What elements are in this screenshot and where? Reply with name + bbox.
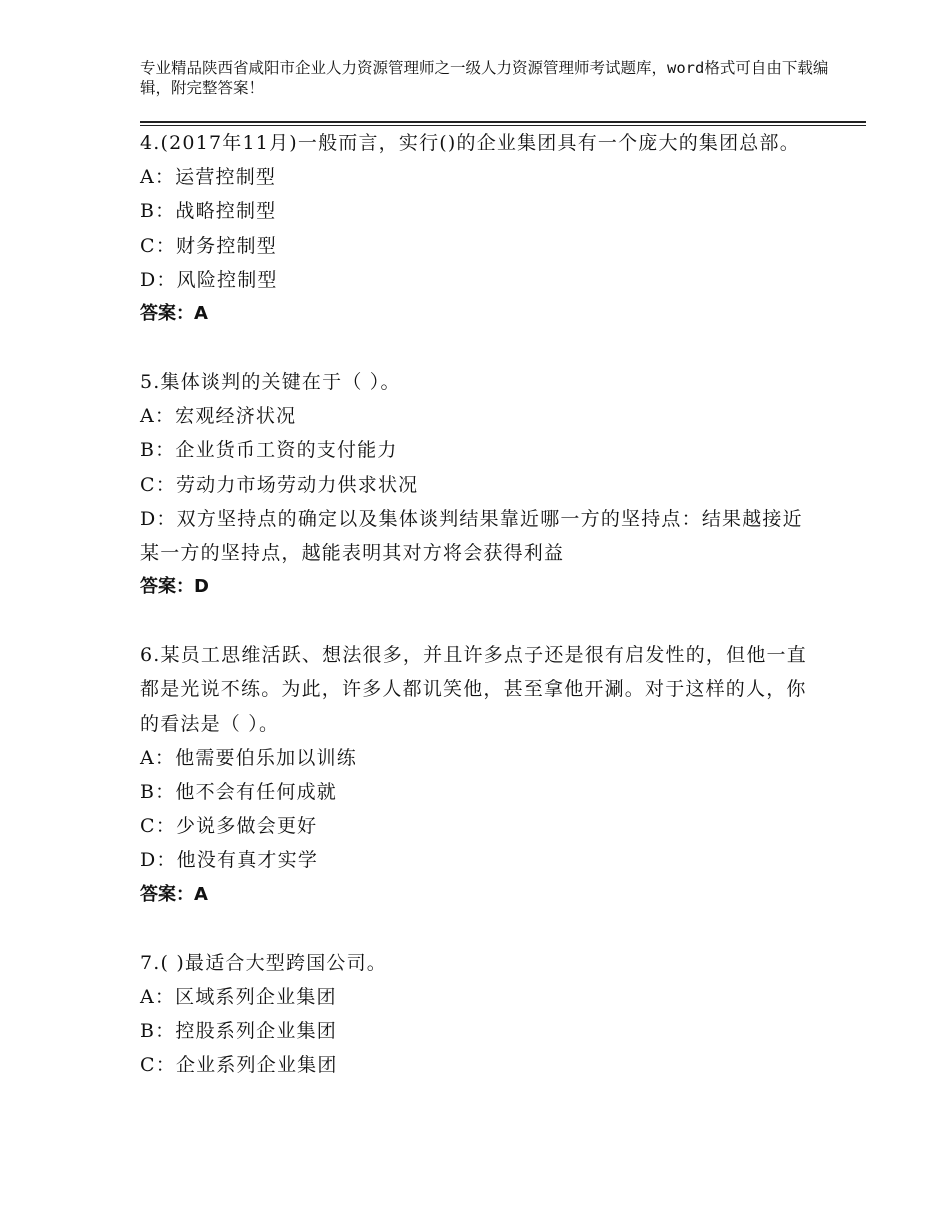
question-7 <box>140 946 810 1083</box>
option-c: C：企业系列企业集团 <box>140 1054 338 1077</box>
question-list <box>140 126 810 1116</box>
option-d: D：风险控制型 <box>140 268 278 291</box>
question-text: 7.( )最适合大型跨国公司。 <box>140 951 387 974</box>
answer: 答案：A <box>140 883 208 905</box>
option-a: A：区域系列企业集团 <box>140 985 337 1008</box>
option-d: D：他没有真才实学 <box>140 849 319 872</box>
question-text: 6.某员工思维活跃、想法很多，并且许多点子还是很有启发性的，但他一直都是光说不练。为此，许多人都讥笑他，甚至拿他开涮。对于这样的人，你的看法是（ ）。 <box>140 644 807 735</box>
answer: 答案：D <box>140 576 209 598</box>
option-a: A：运营控制型 <box>140 166 277 189</box>
option-c: C：财务控制型 <box>140 234 277 257</box>
question-5 <box>140 365 810 604</box>
header-rule <box>140 121 866 123</box>
question-text: 5.集体谈判的关键在于（ ）。 <box>140 371 401 394</box>
question-6 <box>140 638 810 911</box>
question-text: 4.(2017年11月)一般而言，实行()的企业集团具有一个庞大的集团总部。 <box>140 132 800 154</box>
question-4 <box>140 126 810 331</box>
option-d: D：双方坚持点的确定以及集体谈判结果靠近哪一方的坚持点：结果越接近某一方的坚持点，越能表明其对方将会获得利益 <box>140 507 803 565</box>
option-c: C：少说多做会更好 <box>140 815 318 838</box>
document-header: 专业精品陕西省咸阳市企业人力资源管理师之一级人力资源管理师考试题库，word格式可自由下载编辑，附完整答案！ <box>140 59 829 97</box>
option-a: A：宏观经济状况 <box>140 405 297 428</box>
option-b: B：企业货币工资的支付能力 <box>140 439 398 462</box>
option-c: C：劳动力市场劳动力供求状况 <box>140 473 419 496</box>
option-a: A：他需要伯乐加以训练 <box>140 746 357 769</box>
answer: 答案：A <box>140 303 208 325</box>
option-b: B：他不会有任何成就 <box>140 781 337 804</box>
option-b: B：控股系列企业集团 <box>140 1020 337 1043</box>
option-b: B：战略控制型 <box>140 200 277 223</box>
